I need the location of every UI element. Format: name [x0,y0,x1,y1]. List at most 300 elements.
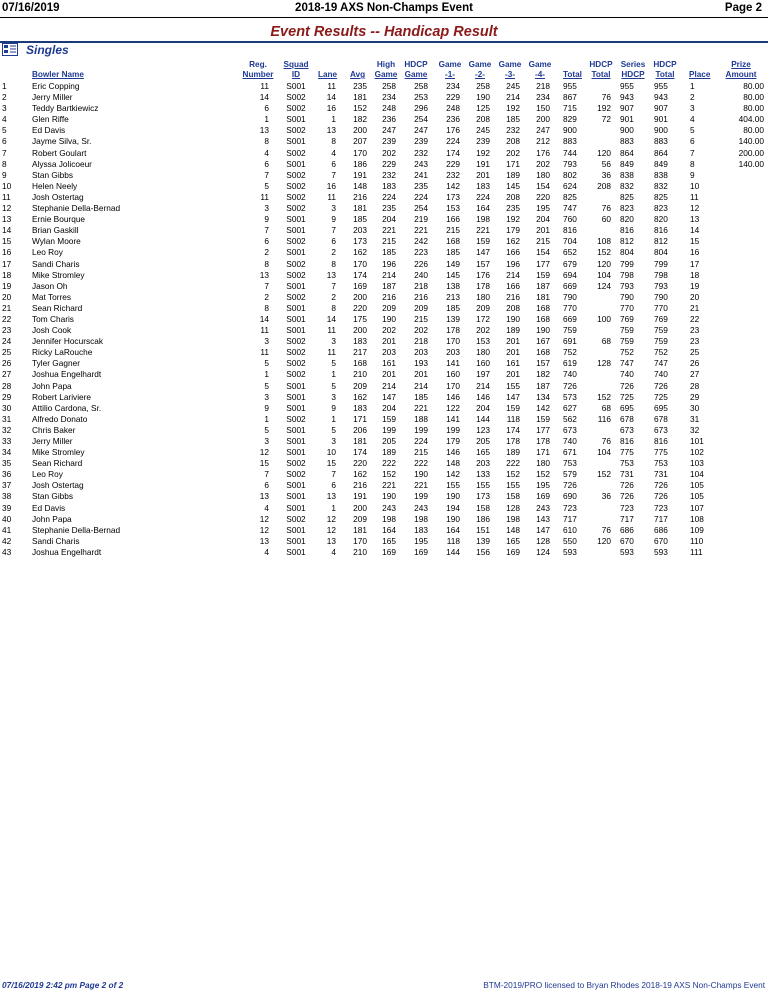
cell-hdcp-game: 214 [414,380,428,391]
cell-game-3: 245 [506,81,520,91]
cell-place: 107 [690,502,704,513]
cell-game-4: 177 [536,424,550,435]
cell-reg-number: 11 [260,81,269,91]
cell-game-1: 138 [446,280,460,291]
cell-hdcp-total: 116 [597,413,611,424]
cell-total: 694 [563,269,577,280]
cell-game-4: 178 [536,436,550,446]
cell-series-hdcp: 812 [620,236,634,247]
cell-place: 23 [690,325,700,336]
cell-hdcp-total-2: 955 [654,81,668,91]
cell-squad-id: S002 [286,147,306,158]
cell-prize: 80.00 [743,92,764,103]
cell-hdcp-total-2: 723 [654,502,668,513]
cell-reg-number: 15 [259,458,269,469]
cell-rank: 26 [2,358,12,369]
title-divider [0,41,768,43]
cell-game-1: 176 [446,125,460,136]
cell-squad-id: S002 [286,169,306,180]
cell-hdcp-total-2: 812 [654,236,668,247]
cell-reg-number: 4 [264,502,269,513]
cell-rank: 22 [2,313,12,324]
table-row [0,480,768,491]
cell-total: 619 [563,358,577,369]
cell-squad-id: S002 [286,369,306,380]
table-row [0,214,768,225]
cell-game-4: 218 [536,81,550,91]
cell-squad-id: S002 [286,469,306,480]
cell-rank: 4 [2,114,7,125]
cell-avg: 200 [353,125,367,136]
grid-icon [2,43,18,56]
cell-squad-id: S002 [286,347,306,358]
cell-bowler-name: Brian Gaskill [32,225,79,236]
cell-total: 883 [563,136,577,147]
cell-game-2: 176 [476,269,490,280]
cell-game-3: 166 [506,280,520,291]
cell-hdcp-total: 152 [597,247,611,258]
col-header-game-2: Game -2- [468,60,492,79]
cell-game-3: 171 [506,158,520,169]
cell-bowler-name: Stephanie Della-Bernad [32,203,121,214]
cell-game-2: 125 [476,103,490,114]
cell-game-3: 155 [506,380,520,391]
cell-high-game: 199 [382,424,396,435]
cell-place: 11 [690,191,699,202]
cell-game-4: 204 [536,214,550,225]
cell-game-2: 191 [476,158,490,169]
cell-game-2: 159 [476,236,490,247]
cell-bowler-name: John Papa [32,380,72,391]
cell-bowler-name: Tom Charis [32,313,74,324]
cell-game-1: 229 [446,92,460,103]
table-row [0,347,768,358]
cell-lane: 1 [331,369,336,380]
cell-rank: 17 [2,258,12,269]
cell-hdcp-total: 76 [601,203,611,214]
cell-place: 101 [690,436,704,446]
cell-total: 753 [563,458,577,469]
cell-hdcp-total-2: 943 [654,92,668,103]
cell-hdcp-game: 188 [414,413,428,424]
cell-lane: 9 [331,214,336,225]
cell-hdcp-total-2: 686 [654,524,668,535]
col-header-total: Total [563,70,582,79]
cell-game-2: 173 [476,491,490,502]
cell-total: 825 [563,191,577,202]
cell-prize: 80.00 [743,103,764,114]
cell-squad-id: S001 [286,158,306,169]
cell-hdcp-total-2: 673 [654,424,668,435]
cell-game-2: 214 [476,380,490,391]
cell-bowler-name: Mike Stromley [32,269,85,280]
cell-hdcp-game: 226 [414,258,428,269]
cell-hdcp-game: 219 [414,214,428,225]
cell-high-game: 187 [382,280,396,291]
cell-avg: 203 [353,225,367,236]
cell-hdcp-game: 199 [414,491,428,502]
cell-rank: 15 [2,236,12,247]
cell-bowler-name: Glen Riffe [32,114,69,125]
cell-rank: 28 [2,380,12,391]
cell-hdcp-game: 202 [414,325,428,336]
cell-hdcp-total: 152 [597,391,611,402]
cell-place: 5 [690,125,695,136]
cell-hdcp-total-2: 823 [654,203,668,214]
cell-rank: 29 [2,391,12,402]
cell-reg-number: 6 [264,158,269,169]
table-row [0,547,768,558]
cell-hdcp-total-2: 832 [654,180,668,191]
cell-hdcp-total: 208 [597,180,611,191]
cell-hdcp-total-2: 678 [654,413,668,424]
cell-bowler-name: Ed Davis [32,502,66,513]
col-header-hdcp-total: HDCP Total [589,60,613,79]
cell-series-hdcp: 753 [620,458,634,469]
cell-squad-id: S001 [286,447,306,458]
cell-squad-id: S001 [286,136,306,147]
cell-place: 6 [690,136,695,147]
cell-hdcp-total: 100 [597,313,611,324]
cell-reg-number: 14 [259,92,269,103]
cell-place: 111 [690,546,703,557]
cell-place: 25 [690,347,700,358]
cell-game-3: 189 [506,169,520,180]
cell-game-3: 201 [506,336,520,347]
cell-high-game: 236 [382,114,396,125]
cell-reg-number: 11 [260,325,269,336]
cell-hdcp-total: 120 [597,258,611,269]
cell-reg-number: 4 [264,147,269,158]
cell-avg: 200 [353,502,367,513]
cell-avg: 181 [353,436,367,446]
cell-place: 4 [690,114,695,125]
cell-lane: 7 [331,169,336,180]
cell-hdcp-game: 183 [414,524,428,535]
cell-game-1: 139 [446,313,460,324]
cell-hdcp-total-2: 804 [654,247,668,258]
cell-game-1: 248 [446,103,460,114]
cell-game-2: 201 [476,169,490,180]
cell-hdcp-total-2: 670 [654,535,668,546]
cell-bowler-name: Teddy Bartkiewicz [32,103,99,114]
cell-squad-id: S001 [286,325,306,336]
cell-series-hdcp: 907 [620,103,634,114]
cell-avg: 216 [353,480,367,491]
cell-rank: 38 [2,491,12,502]
cell-reg-number: 13 [259,535,269,546]
cell-rank: 27 [2,369,12,380]
cell-total: 679 [563,258,577,269]
cell-game-1: 155 [446,480,460,491]
cell-total: 610 [563,524,577,535]
cell-game-3: 196 [506,258,520,269]
cell-series-hdcp: 775 [620,447,634,458]
cell-hdcp-game: 222 [414,458,428,469]
cell-hdcp-total-2: 726 [654,491,668,502]
cell-hdcp-total-2: 816 [654,225,668,236]
cell-avg: 200 [353,325,367,336]
cell-avg: 235 [353,81,367,91]
cell-high-game: 204 [382,214,396,225]
cell-hdcp-total: 76 [601,92,611,103]
cell-game-4: 159 [536,269,550,280]
cell-squad-id: S001 [286,214,306,225]
cell-squad-id: S001 [286,535,306,546]
cell-hdcp-total: 36 [601,169,611,180]
cell-reg-number: 14 [259,313,269,324]
cell-hdcp-game: 232 [414,147,428,158]
cell-place: 104 [690,469,704,480]
cell-avg: 148 [353,180,367,191]
cell-game-2: 205 [476,436,490,446]
cell-series-hdcp: 752 [620,347,634,358]
cell-reg-number: 6 [264,236,269,247]
cell-hdcp-total: 36 [601,491,611,502]
cell-game-2: 224 [476,191,490,202]
cell-game-2: 245 [476,125,490,136]
cell-place: 12 [690,203,700,214]
cell-game-3: 118 [506,413,520,424]
report-header-bar [0,0,768,18]
cell-total: 673 [563,424,577,435]
cell-game-2: 258 [476,81,490,91]
cell-lane: 8 [331,302,336,313]
table-row [0,259,768,270]
cell-hdcp-game: 218 [414,280,428,291]
cell-reg-number: 5 [264,424,269,435]
cell-game-2: 139 [476,535,490,546]
cell-game-4: 176 [536,147,550,158]
table-row [0,148,768,159]
cell-hdcp-game: 185 [414,391,428,402]
table-row [0,247,768,258]
cell-high-game: 190 [382,313,396,324]
cell-hdcp-total: 68 [601,402,611,413]
cell-game-2: 204 [476,402,490,413]
cell-game-4: 128 [536,535,550,546]
cell-place: 109 [690,524,704,535]
cell-bowler-name: Mat Torres [32,291,72,302]
cell-hdcp-total: 68 [601,336,611,347]
cell-game-1: 224 [446,136,460,147]
cell-hdcp-total-2: 790 [654,291,668,302]
cell-game-3: 185 [506,114,520,125]
cell-total: 715 [563,103,577,114]
cell-squad-id: S002 [286,92,306,103]
cell-rank: 2 [2,92,7,103]
cell-lane: 11 [327,325,336,336]
cell-series-hdcp: 798 [620,269,634,280]
cell-rank: 24 [2,336,12,347]
table-row [0,447,768,458]
cell-avg: 174 [353,447,367,458]
cell-game-1: 190 [446,491,460,502]
table-row [0,425,768,436]
cell-series-hdcp: 726 [620,380,634,391]
cell-reg-number: 8 [264,258,269,269]
cell-game-4: 187 [536,380,550,391]
cell-squad-id: S001 [286,424,306,435]
cell-total: 726 [563,480,577,491]
cell-game-1: 236 [446,114,460,125]
table-row [0,503,768,514]
cell-avg: 210 [353,369,367,380]
cell-hdcp-total: 124 [597,280,611,291]
cell-lane: 7 [331,469,336,480]
cell-total: 723 [563,502,577,513]
cell-game-4: 142 [536,402,550,413]
col-header-high-game: High Game [374,60,398,79]
cell-game-4: 177 [536,258,550,269]
cell-place: 102 [690,447,704,458]
cell-hdcp-total-2: 825 [654,191,668,202]
cell-game-3: 208 [506,191,520,202]
cell-place: 28 [690,380,700,391]
cell-series-hdcp: 823 [620,203,634,214]
cell-hdcp-total-2: 740 [654,369,668,380]
cell-game-3: 159 [506,402,520,413]
cell-high-game: 196 [382,258,396,269]
cell-bowler-name: Leo Roy [32,469,63,480]
table-row [0,81,768,92]
cell-bowler-name: Joshua Engelhardt [32,546,102,557]
cell-hdcp-total-2: 759 [654,336,668,347]
cell-rank: 16 [2,247,12,258]
cell-high-game: 215 [382,236,396,247]
cell-high-game: 221 [382,480,396,491]
cell-bowler-name: Jason Oh [32,280,68,291]
cell-reg-number: 7 [264,169,269,180]
table-row [0,303,768,314]
cell-game-4: 157 [536,358,550,369]
cell-rank: 3 [2,103,7,114]
cell-game-4: 187 [536,280,550,291]
report-title: Event Results -- Handicap Result [270,24,498,40]
cell-avg: 183 [353,336,367,347]
cell-squad-id: S002 [286,358,306,369]
cell-lane: 11 [327,347,336,358]
cell-game-3: 166 [506,247,520,258]
cell-reg-number: 12 [259,513,269,524]
cell-game-2: 151 [476,524,490,535]
cell-reg-number: 2 [264,291,269,302]
cell-total: 624 [563,180,577,191]
cell-squad-id: S002 [286,203,306,214]
cell-avg: 170 [353,535,367,546]
cell-reg-number: 3 [264,336,269,347]
cell-rank: 19 [2,280,12,291]
cell-game-4: 168 [536,302,550,313]
cell-avg: 191 [353,491,367,502]
cell-prize: 140.00 [738,158,764,169]
table-row [0,392,768,403]
table-row [0,236,768,247]
cell-squad-id: S001 [286,247,306,258]
cell-series-hdcp: 820 [620,214,634,225]
cell-high-game: 159 [382,413,396,424]
cell-hdcp-total-2: 793 [654,280,668,291]
table-row [0,514,768,525]
cell-hdcp-total-2: 752 [654,347,668,358]
cell-rank: 11 [2,191,11,202]
cell-rank: 35 [2,458,12,469]
cell-hdcp-total-2: 770 [654,302,668,313]
cell-game-4: 201 [536,225,550,236]
cell-bowler-name: Attilio Cardona, Sr. [32,402,102,413]
cell-place: 31 [690,413,700,424]
cell-rank: 37 [2,480,12,491]
cell-hdcp-game: 209 [414,302,428,313]
cell-place: 110 [690,535,704,546]
col-header-game-1: Game -1- [438,60,462,79]
cell-bowler-name: Sandi Charis [32,258,80,269]
cell-high-game: 216 [382,291,396,302]
cell-game-2: 165 [476,447,490,458]
cell-high-game: 258 [382,81,396,91]
cell-rank: 13 [2,214,12,225]
cell-high-game: 202 [382,325,396,336]
cell-hdcp-game: 258 [414,81,428,91]
cell-lane: 15 [326,458,336,469]
cell-high-game: 198 [382,513,396,524]
cell-game-2: 147 [476,247,490,258]
cell-rank: 6 [2,136,7,147]
results-table [0,81,768,558]
cell-squad-id: S002 [286,458,306,469]
cell-avg: 169 [353,280,367,291]
table-row [0,114,768,125]
cell-place: 20 [690,291,700,302]
cell-bowler-name: Alfredo Donato [32,413,88,424]
cell-game-1: 170 [446,380,460,391]
cell-lane: 14 [326,92,336,103]
cell-game-4: 212 [536,136,550,147]
cell-high-game: 209 [382,302,396,313]
cell-place: 1 [690,81,695,91]
table-row [0,369,768,380]
cell-reg-number: 5 [264,358,269,369]
cell-avg: 181 [353,92,367,103]
cell-high-game: 165 [382,535,396,546]
cell-series-hdcp: 717 [620,513,634,524]
col-header-squad: Squad ID [283,60,309,79]
cell-rank: 32 [2,424,12,435]
cell-game-3: 235 [506,203,520,214]
cell-bowler-name: John Papa [32,513,72,524]
cell-lane: 3 [331,336,336,347]
col-header-reg: Reg. Number [242,60,274,79]
cell-reg-number: 4 [264,546,269,557]
cell-series-hdcp: 832 [620,180,634,191]
cell-hdcp-game: 254 [414,114,428,125]
cell-avg: 217 [353,347,367,358]
table-row [0,381,768,392]
cell-game-3: 202 [506,147,520,158]
cell-game-2: 208 [476,114,490,125]
cell-game-1: 234 [446,81,460,91]
cell-lane: 16 [326,103,336,114]
cell-hdcp-game: 190 [414,469,428,480]
cell-game-1: 173 [446,191,460,202]
cell-series-hdcp: 825 [620,191,634,202]
cell-total: 770 [563,302,577,313]
cell-squad-id: S002 [286,269,306,280]
cell-game-3: 201 [506,369,520,380]
cell-game-4: 180 [536,458,550,469]
cell-lane: 3 [331,203,336,214]
cell-hdcp-total-2: 907 [654,103,668,114]
